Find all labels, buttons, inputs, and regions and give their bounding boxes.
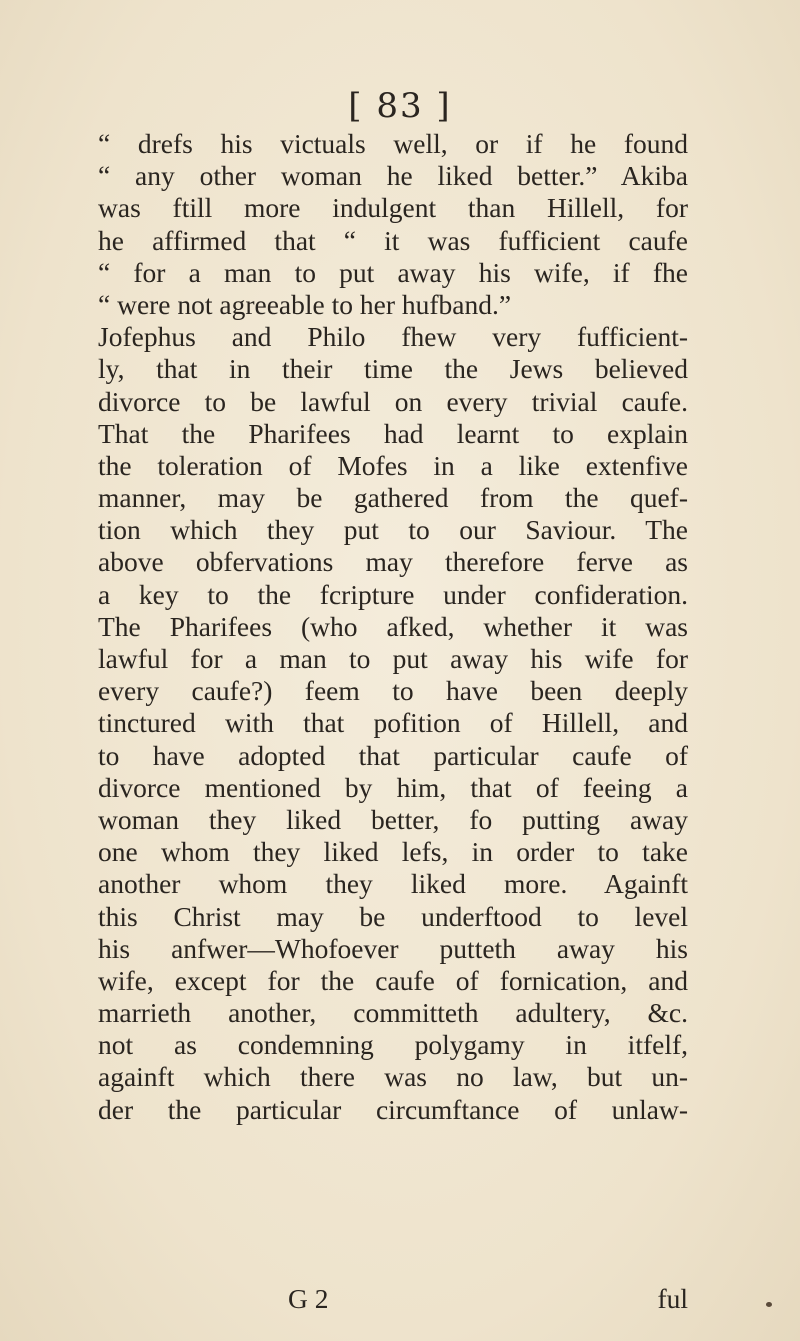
- text-line: his anfwer—Whofoever putteth away his: [98, 932, 688, 964]
- text-line: the toleration of Mofes in a like extenfive: [98, 449, 688, 481]
- catchword: ful: [657, 1283, 688, 1314]
- text-line: a key to the fcripture under confideration.: [98, 578, 688, 610]
- text-line: “ drefs his victuals well, or if he found: [98, 128, 688, 159]
- text-line: againft which there was no law, but un-: [98, 1061, 688, 1093]
- page-header: [ 83 ]: [348, 86, 452, 126]
- text-line: another whom they liked more. Againft: [98, 868, 688, 900]
- text-line: Jofephus and Philo fhew very fufficient-: [98, 321, 688, 353]
- text-line: woman they liked better, fo putting away: [98, 803, 688, 835]
- text-line: manner, may be gathered from the quef-: [98, 482, 688, 514]
- text-line: “ for a man to put away his wife, if fhe: [98, 256, 688, 288]
- text-line: divorce to be lawful on every trivial caufe.: [98, 385, 688, 417]
- text-line: one whom they liked lefs, in order to take: [98, 836, 688, 868]
- text-line: lawful for a man to put away his wife for: [98, 643, 688, 674]
- text-line: he affirmed that “ it was fufficient caufe: [98, 224, 688, 256]
- text-line: not as condemning polygamy in itfelf,: [98, 1029, 688, 1061]
- text-line: marrieth another, committeth adultery, &c.: [98, 997, 688, 1029]
- text-line: was ftill more indulgent than Hillell, for: [98, 192, 688, 224]
- ink-spot: [766, 1302, 772, 1307]
- page-footer: [98, 1283, 688, 1317]
- text-line: divorce mentioned by him, that of feeing a: [98, 771, 688, 803]
- text-line: “ were not agreeable to her hufband.”: [98, 288, 512, 320]
- text-line: ly, that in their time the Jews believed: [98, 353, 688, 385]
- text-line: The Pharifees (who afked, whether it was: [98, 610, 688, 642]
- text-line: wife, except for the caufe of fornication, and: [98, 964, 688, 996]
- text-line: That the Pharifees had learnt to explain: [98, 417, 688, 449]
- text-line: tinctured with that pofition of Hillell, and: [98, 707, 688, 739]
- text-line: this Christ may be underftood to level: [98, 900, 688, 932]
- text-line: der the particular circumftance of unlaw-: [98, 1093, 688, 1125]
- text-line: to have adopted that particular caufe of: [98, 739, 688, 771]
- signature-mark: G 2: [288, 1283, 329, 1314]
- text-line: “ any other woman he liked better.” Akiba: [98, 160, 688, 192]
- text-line: tion which they put to our Saviour. The: [98, 514, 688, 546]
- text-line: every caufe?) feem to have been deeply: [98, 675, 688, 707]
- text-line: above obfervations may therefore ferve as: [98, 546, 688, 578]
- body-text: [98, 128, 688, 1126]
